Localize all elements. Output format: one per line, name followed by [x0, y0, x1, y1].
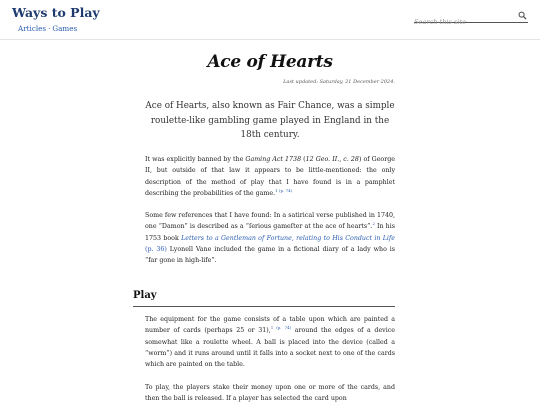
page-title: Ace of Hearts: [207, 52, 333, 72]
paragraph-gaming-act: [145, 154, 395, 199]
site-nav: [18, 24, 77, 33]
text-span: It was explicitly banned by the: [145, 156, 246, 163]
footnote-ref[interactable]: 2: [372, 221, 375, 227]
book-link[interactable]: [181, 235, 395, 242]
nav-link-articles[interactable]: Articles: [18, 24, 47, 33]
nav-separator: ·: [48, 24, 51, 33]
text-span: Some few references that I have found: In a satirical verse published in 1740, one “Damon” is described as a “ſerious gameſter at the ace of hearts”.: [145, 212, 395, 231]
lead-paragraph: Ace of Hearts, also known as Fair Chance, was a simple roulette-like gambling game played in England in the 18th century.: [145, 101, 395, 140]
last-updated: Last updated: Saturday, 21 December 2024.: [283, 79, 395, 85]
text-span: The equipment for the game consists of a table upon which are painted a number of cards (perhaps 25 or 31),: [145, 316, 395, 335]
section-divider: [133, 306, 395, 307]
act-name: Gaming Act 1738: [245, 156, 302, 163]
page-link[interactable]: (p. 36): [145, 245, 167, 253]
footnote-ref[interactable]: 1 (p. 74): [275, 187, 293, 193]
book-title: Letters to a Gentleman of Fortune, relating to His Conduct in Life: [181, 234, 395, 242]
nav-link-games[interactable]: Games: [52, 24, 78, 33]
text-span: ) of George II, but outside of that law it appears to be little-mentioned: the only description of the method of play that I have found is in a pamphlet describing the probabilities of the game.: [145, 156, 395, 197]
act-citation: 12 Geo. II., c. 28: [305, 156, 359, 163]
paragraph-references: [145, 210, 395, 266]
paragraph-equipment: [145, 314, 395, 370]
footnote-ref[interactable]: 1 (p. 74): [270, 325, 292, 331]
text-span: Lyonell Vane included the game in a fictional diary of a lady who is “far gone in high-life”.: [145, 245, 395, 265]
site-title-link[interactable]: Ways to Play: [12, 5, 100, 20]
search-icon[interactable]: [518, 11, 527, 20]
text-span: (: [301, 156, 306, 163]
text-span: In his 1753 book: [145, 223, 395, 242]
paragraph-how-to-play: To play, the players stake their money upon one or more of the cards, and then the ball is released. If a player has selected the card upon: [145, 384, 395, 403]
section-heading-play: Play: [133, 290, 157, 301]
text-span: around the edges of a device somewhat like a roulette wheel. A ball is placed into the device (called a “worm”) and it runs around until it falls into a socket next to one of the cards which are painted on the table.: [145, 327, 395, 369]
site-header: [0, 0, 540, 40]
search-input[interactable]: [414, 16, 514, 29]
search-box: [414, 9, 528, 23]
